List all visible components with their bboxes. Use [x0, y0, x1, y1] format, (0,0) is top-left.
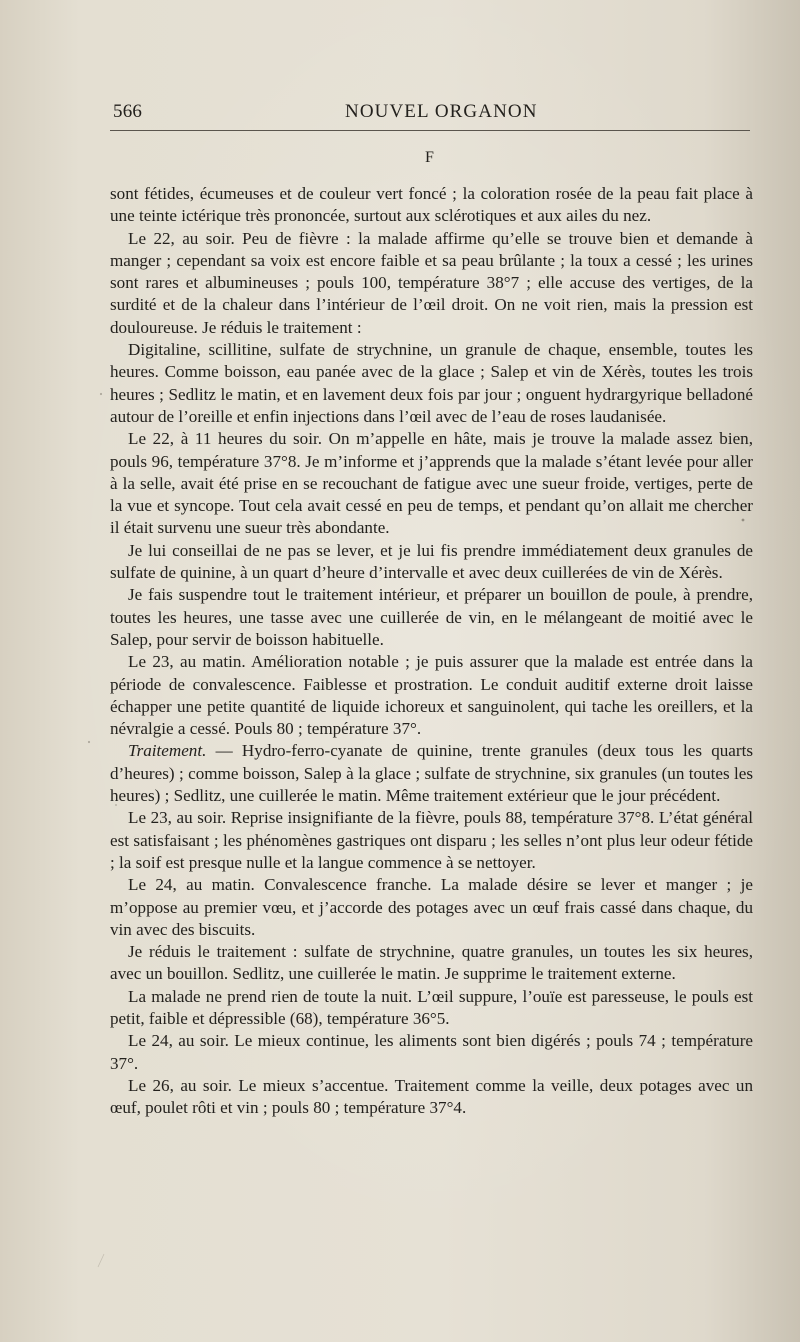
paragraph-10: Le 24, au matin. Convalescence franche. La malade désire se lever et manger ; je m’oppose au premier vœu, et j’accorde des potages avec un œuf frais cassé dans chaque, du vin avec des biscuits.	[110, 875, 753, 939]
printer-signature: F	[425, 149, 435, 166]
paragraph-13: Le 24, au soir. Le mieux continue, les aliments sont bien digérés ; pouls 74 ; température 37°.	[110, 1031, 753, 1073]
paragraph-4: Le 22, à 11 heures du soir. On m’appelle en hâte, mais je trouve la malade assez bien, pouls 96, température 37°8. Je m’informe et j’apprends que la malade s’étant levée pour aller à la selle, avait été prise en se recouchant de fatigue avec une sueur froide, vertiges, perte de la vue et syncope. Tout cela avait cessé en peu de temps, et pendant qu’on allait me chercher il était survenu une sueur très abondante.	[110, 429, 753, 538]
paragraph-1: sont fétides, écumeuses et de couleur vert foncé ; la coloration rosée de la peau fait place à une teinte ictérique très prononcée, surtout aux sclérotiques et aux ailes du nez.	[110, 184, 753, 226]
paragraph-7: Le 23, au matin. Amélioration notable ; je puis assurer que la malade est entrée dans la période de convalescence. Faiblesse et prostration. Le conduit auditif externe droit laisse échapper une petite quantité de liquide ichoreux et sanguinolent, qui tache les oreillers, et la névralgie a cessé. Pouls 80 ; température 37°.	[110, 652, 753, 739]
paragraph-8	[110, 740, 753, 807]
paragraph-14: Le 26, au soir. Le mieux s’accentue. Traitement comme la veille, deux potages avec un œuf, poulet rôti et vin ; pouls 80 ; température 37°4.	[110, 1075, 753, 1118]
treatment-heading: Traitement.	[128, 741, 207, 761]
paragraph-9: Le 23, au soir. Reprise insignifiante de la fièvre, pouls 88, température 37°8. L’état général est satisfaisant ; les phénomènes gastriques ont disparu ; les selles n’ont plus leur odeur fétide ; la soif est presque nulle et la langue commence à se nettoyer.	[110, 808, 753, 872]
running-title: NOUVEL ORGANON	[345, 101, 538, 122]
paragraph-6: Je fais suspendre tout le traitement intérieur, et préparer un bouillon de poule, à prendre, toutes les heures, une tasse avec une cuillerée de vin, en le mélangeant de moitié avec le Salep, pour servir de boisson habituelle.	[110, 585, 753, 649]
paragraph-12: La malade ne prend rien de toute la nuit. L’œil suppure, l’ouïe est paresseuse, le pouls est petit, faible et dépressible (68), température 36°5.	[110, 986, 753, 1028]
header-rule	[110, 130, 750, 131]
page-number: 566	[113, 101, 143, 122]
page-header	[110, 101, 750, 125]
paragraph-3: Digitaline, scillitine, sulfate de strychnine, un granule de chaque, ensemble, toutes les heures. Comme boisson, eau panée avec de la glace ; Salep et vin de Xérès, toutes les trois heures ; Sedlitz le matin, et en lavement deux fois par jour ; onguent hydrargyrique belladoné autour de l’oreille et enfin injections dans l’œil avec de l’eau de roses laudanisée.	[110, 340, 753, 426]
paragraph-5: Je lui conseillai de ne pas se lever, et je lui fis prendre immédiatement deux granules de sulfate de quinine, à un quart d’heure d’intervalle et avec deux cuillerées de vin de Xérès.	[110, 540, 753, 583]
paragraph-11: Je réduis le traitement : sulfate de strychnine, quatre granules, un toutes les six heures, avec un bouillon. Sedlitz, une cuillerée le matin. Je supprime le traitement externe.	[110, 942, 753, 984]
paragraph-2: Le 22, au soir. Peu de fièvre : la malade affirme qu’elle se trouve bien et demande à manger ; cependant sa voix est encore faible et sa peau brûlante ; la toux a cessé ; les urines sont rares et albumineuses ; pouls 100, température 38°7 ; elle accuse des vertiges, de la surdité et de la chaleur dans l’intérieur de l’œil droit. On ne voit rien, mais la pression est douloureuse. Je réduis le traitement :	[110, 228, 753, 337]
main-text	[110, 183, 753, 1119]
treatment-text: — Hydro-ferro-cyanate de quinine, trente granules (deux tous les quarts d’heures) ; comme boisson, Salep à la glace ; sulfate de strychnine, six granules (un toutes les heures) ; Sedlitz, une cuillerée le matin. Même traitement extérieur que le jour précédent.	[110, 741, 753, 806]
